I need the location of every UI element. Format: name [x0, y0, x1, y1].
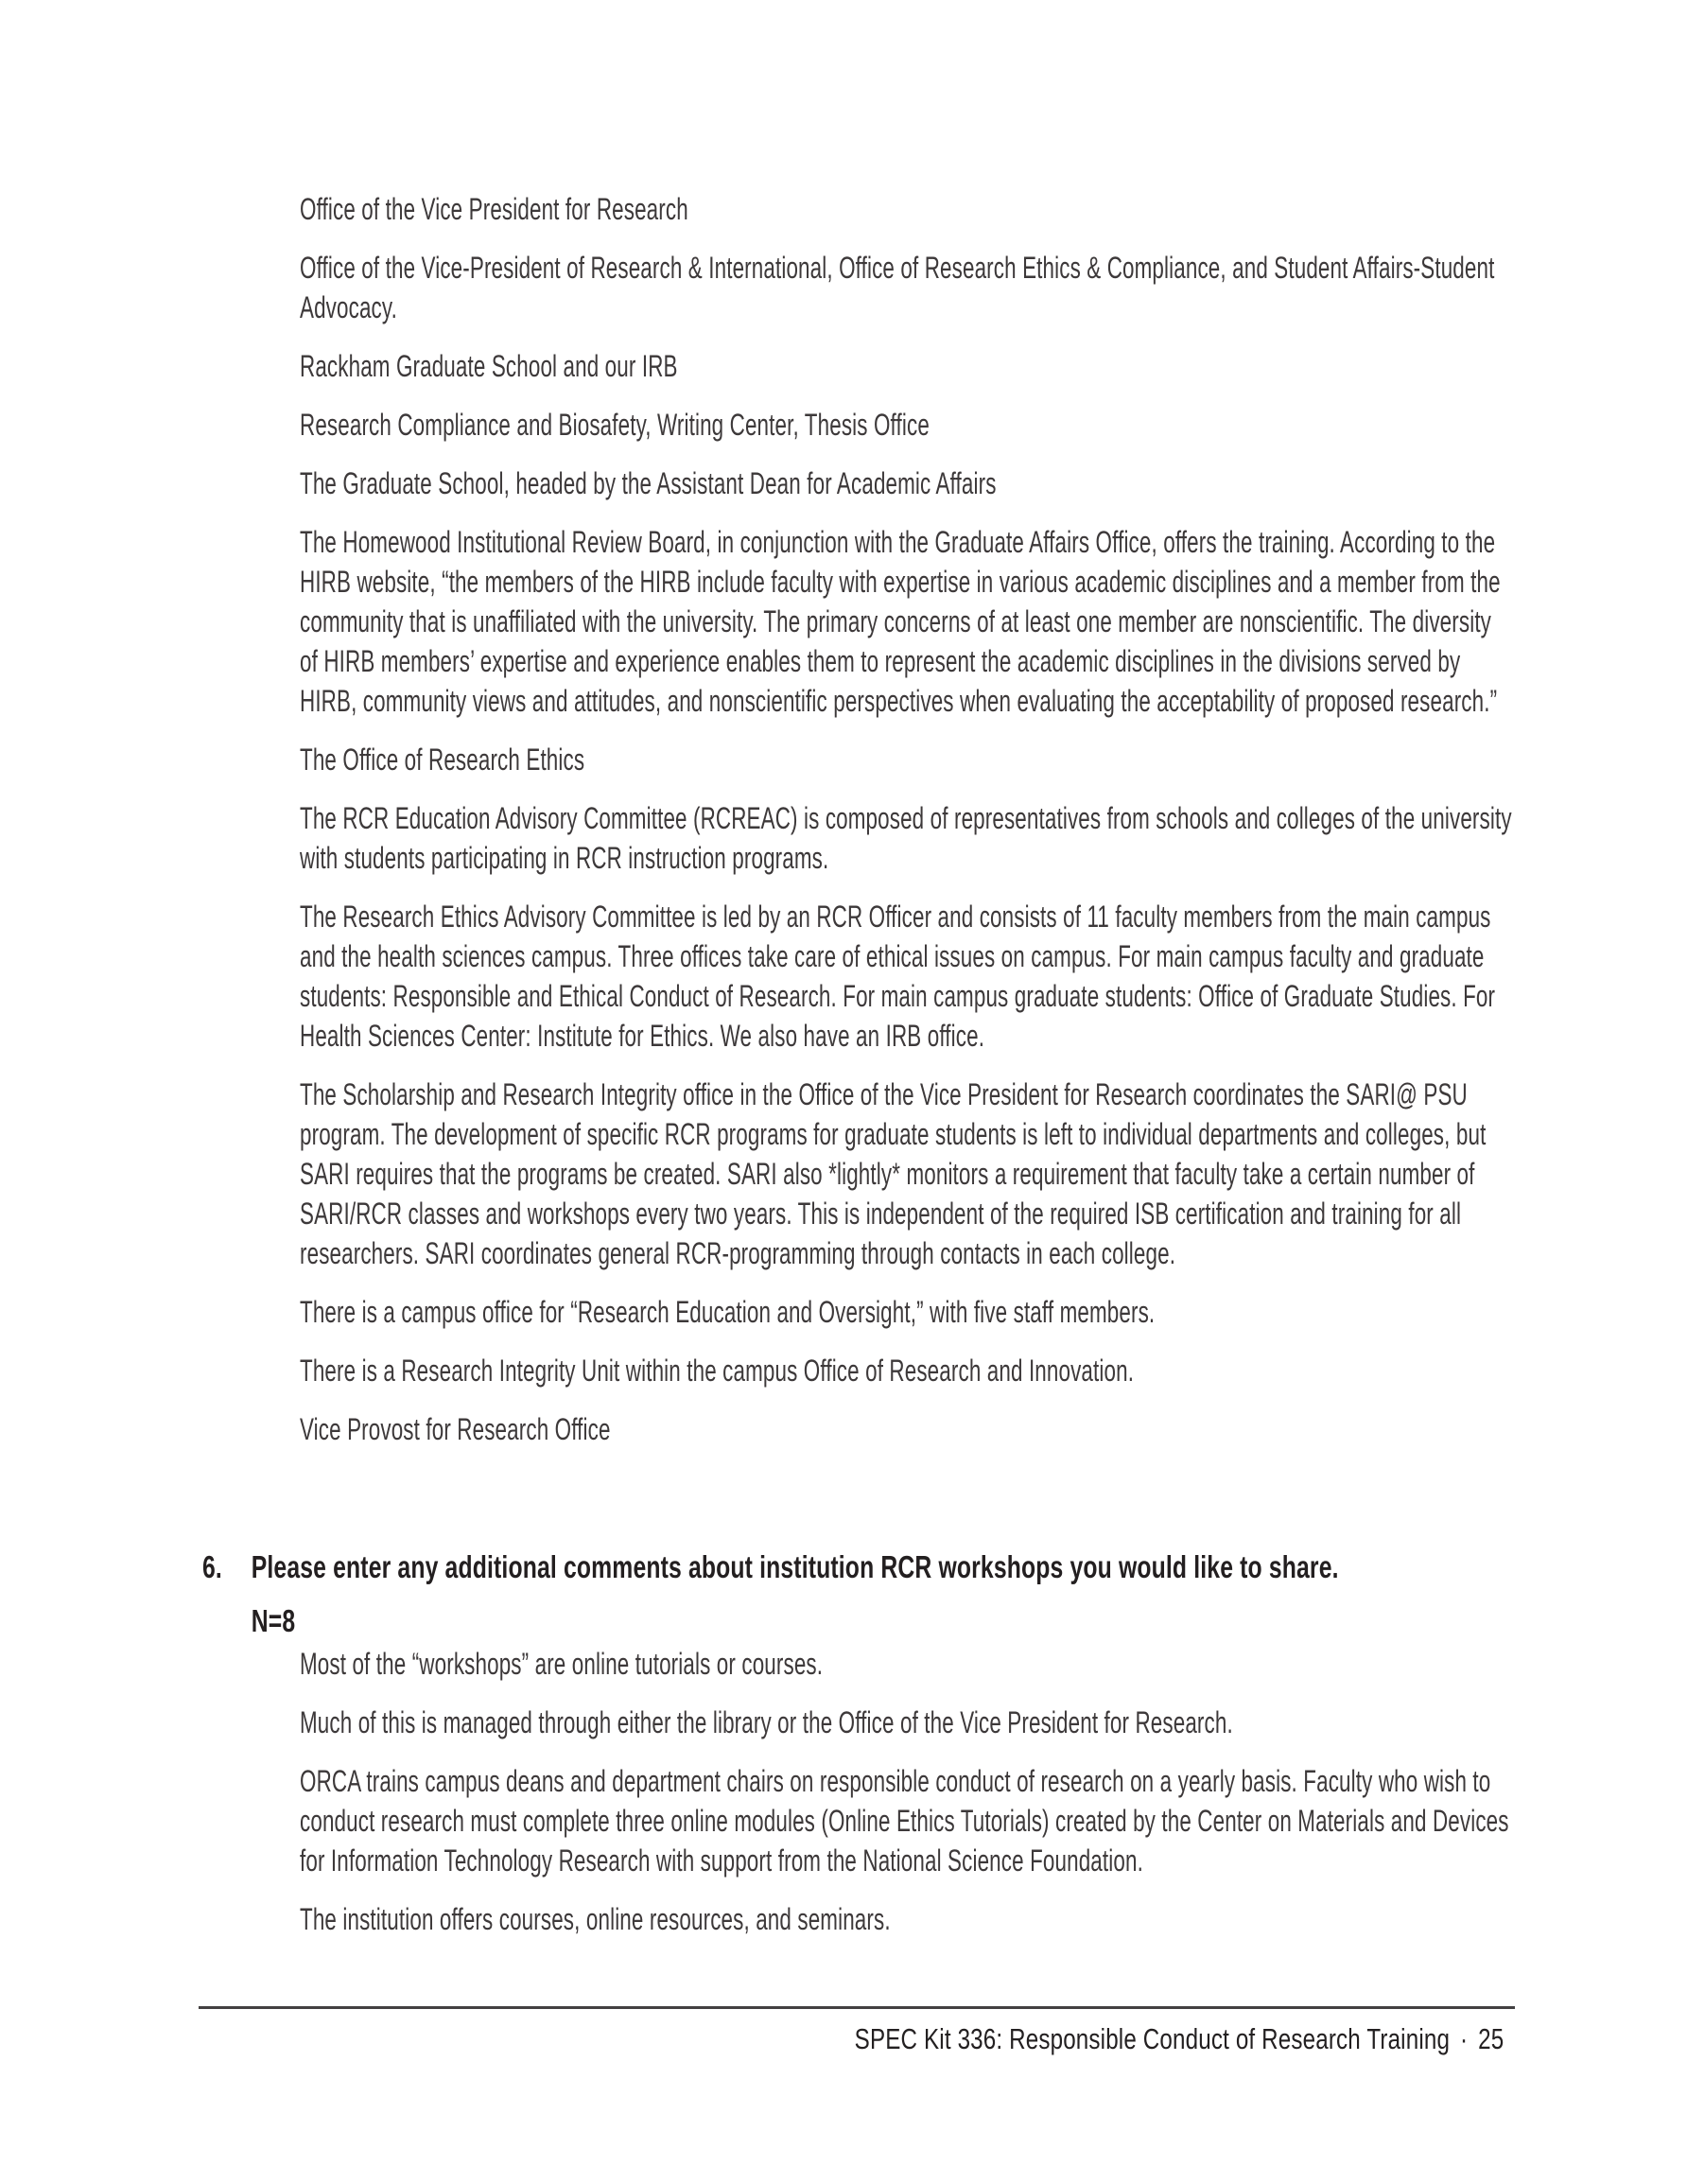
- question-n-count: N=8: [251, 1603, 296, 1638]
- response-paragraph: There is a campus office for “Research Education and Oversight,” with five staff members.: [300, 1295, 1156, 1329]
- response-paragraph: The Research Ethics Advisory Committee is led by an RCR Officer and consists of 11 faculty members from the main campus and the health sciences campus. Three offices take care of ethical issues on campus. For main campus faculty and graduate students: Responsible and Ethical Conduct of Research. For main campus graduate students: Office of Graduate Studies. For Health Sciences Center: Institute for Ethics. We also have an IRB office.: [300, 900, 1496, 1053]
- question-number: 6.: [202, 1549, 222, 1584]
- response-paragraph: ORCA trains campus deans and department chairs on responsible conduct of research on a yearly basis. Faculty who wish to conduct research must complete three online modules (Online Ethics Tutorials) created by the Center on Materials and Devices for Information Technology Research with support from the National Science Foundation.: [300, 1764, 1509, 1878]
- response-paragraph: Office of the Vice President for Research: [300, 192, 688, 226]
- footer-divider: [199, 2006, 1515, 2009]
- question-text: Please enter any additional comments about institution RCR workshops you would like to share.: [251, 1549, 1339, 1584]
- response-paragraph: Much of this is managed through either the library or the Office of the Vice President for Research.: [300, 1705, 1233, 1739]
- footer-separator: ·: [1459, 2022, 1468, 2055]
- question6-responses-list: [300, 1644, 1514, 1958]
- question5-responses-list: [300, 189, 1514, 1468]
- response-paragraph: The RCR Education Advisory Committee (RCREAC) is composed of representatives from schools and colleges of the university with students participating in RCR instruction programs.: [300, 801, 1512, 875]
- response-paragraph: The institution offers courses, online resources, and seminars.: [300, 1902, 891, 1936]
- response-paragraph: Rackham Graduate School and our IRB: [300, 349, 678, 383]
- question-6-heading: [202, 1540, 1513, 1648]
- response-paragraph: Research Compliance and Biosafety, Writing Center, Thesis Office: [300, 408, 930, 442]
- response-paragraph: Office of the Vice-President of Research & International, Office of Research Ethics & Compliance, and Student Affairs-Student Advocacy.: [300, 251, 1495, 324]
- footer-title: SPEC Kit 336: Responsible Conduct of Research Training: [854, 2022, 1450, 2055]
- response-paragraph: There is a Research Integrity Unit within the campus Office of Research and Innovation.: [300, 1354, 1135, 1388]
- response-paragraph: The Office of Research Ethics: [300, 743, 585, 777]
- response-paragraph: The Scholarship and Research Integrity office in the Office of the Vice President for Research coordinates the SARI@ PSU program. The development of specific RCR programs for graduate students is left to individual departments and colleges, but SARI requires that the programs be created. SARI also *lightly* monitors a requirement that faculty take a certain number of SARI/RCR classes and workshops every two years. This is independent of the required ISB certification and training for all researchers. SARI coordinates general RCR-programming through contacts in each college.: [300, 1077, 1487, 1270]
- response-paragraph: Vice Provost for Research Office: [300, 1412, 611, 1446]
- response-paragraph: Most of the “workshops” are online tutorials or courses.: [300, 1647, 824, 1681]
- page-footer: [854, 2022, 1504, 2056]
- response-paragraph: The Homewood Institutional Review Board, in conjunction with the Graduate Affairs Office, offers the training. According to the HIRB website, “the members of the HIRB include faculty with expertise in various academic disciplines and a member from the community that is unaffiliated with the university. The primary concerns of at least one member are nonscientific. The diversity of HIRB members’ expertise and experience enables them to represent the academic disciplines in the divisions served by HIRB, community views and attitudes, and nonscientific perspectives when evaluating the acceptability of proposed research.”: [300, 525, 1501, 718]
- footer-page-number: 25: [1477, 2022, 1504, 2055]
- response-paragraph: The Graduate School, headed by the Assistant Dean for Academic Affairs: [300, 466, 997, 500]
